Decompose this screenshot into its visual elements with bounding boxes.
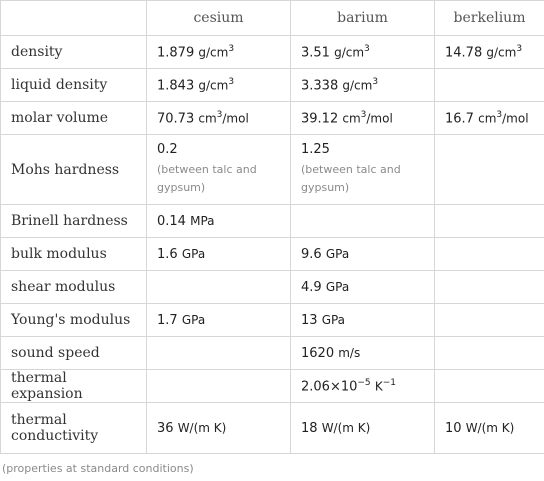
value-unit-suffix: /mol xyxy=(502,111,529,126)
cell-bulk-modulus-cesium xyxy=(147,238,291,271)
value-unit: MPa xyxy=(190,213,215,228)
value-exponent: −5 xyxy=(357,377,371,388)
value-number: 4.9 xyxy=(301,279,322,295)
cell-young-s-modulus-cesium xyxy=(147,304,291,337)
value-number: 16.7 xyxy=(445,111,474,127)
cell-thermal-expansion-barium xyxy=(291,370,435,403)
value-number: 0.2 xyxy=(157,142,178,157)
value-unit-exponent: 3 xyxy=(360,109,367,120)
value-unit: m/s xyxy=(338,345,361,360)
value-number: 1.843 xyxy=(157,78,195,94)
value-number: 3.51 xyxy=(301,45,330,61)
value-unit: g/cm xyxy=(198,78,229,93)
cell-shear-modulus-barium xyxy=(291,271,435,304)
cell-molar-volume-berkelium xyxy=(435,102,544,135)
cell-thermal-conductivity-barium xyxy=(291,403,435,454)
cell-young-s-modulus-berkelium xyxy=(435,304,544,337)
row-header-sound-speed: sound speed xyxy=(1,337,147,370)
cell-molar-volume-cesium xyxy=(147,102,291,135)
cell-mohs-hardness-barium xyxy=(291,135,435,205)
value-unit-exponent: 3 xyxy=(228,76,235,87)
table-row-shear-modulus xyxy=(1,271,544,304)
cell-density-berkelium xyxy=(435,36,544,69)
value-unit-exponent: −1 xyxy=(382,377,396,388)
value-unit: g/cm xyxy=(486,45,517,60)
cell-molar-volume-barium xyxy=(291,102,435,135)
value-unit: GPa xyxy=(325,279,350,294)
cell-brinell-hardness-berkelium xyxy=(435,205,544,238)
row-header-molar-volume: molar volume xyxy=(1,102,147,135)
cell-sound-speed-cesium xyxy=(147,337,291,370)
cell-young-s-modulus-barium xyxy=(291,304,435,337)
value-number: 2.06×10 xyxy=(301,379,358,395)
table-row-thermal-expansion xyxy=(1,370,544,403)
row-header-shear-modulus: shear modulus xyxy=(1,271,147,304)
value-unit-exponent: 3 xyxy=(516,43,523,54)
cell-density-barium xyxy=(291,36,435,69)
table-row-bulk-modulus xyxy=(1,238,544,271)
column-header-barium: barium xyxy=(291,1,435,36)
value-unit-exponent: 3 xyxy=(372,76,379,87)
value-unit: GPa xyxy=(321,312,346,327)
column-header-cesium: cesium xyxy=(147,1,291,36)
table-row-thermal-conductivity xyxy=(1,403,544,454)
value-unit: cm xyxy=(478,111,497,126)
value-number: 14.78 xyxy=(445,45,483,61)
value-note: (between talc and gypsum) xyxy=(157,163,257,194)
value-unit: GPa xyxy=(181,246,206,261)
header-row xyxy=(1,1,544,36)
value-unit-suffix: /mol xyxy=(366,111,393,126)
value-number: 1.6 xyxy=(157,246,178,262)
row-header-mohs-hardness: Mohs hardness xyxy=(1,135,147,205)
value-unit: W/(m K) xyxy=(321,420,371,435)
value-number: 18 xyxy=(301,420,318,436)
cell-thermal-conductivity-cesium xyxy=(147,403,291,454)
row-header-bulk-modulus: bulk modulus xyxy=(1,238,147,271)
value-number: 1.25 xyxy=(301,142,330,157)
value-unit: g/cm xyxy=(342,78,373,93)
table-row-liquid-density xyxy=(1,69,544,102)
value-number: 1.7 xyxy=(157,312,178,328)
value-unit: cm xyxy=(342,111,361,126)
cell-bulk-modulus-berkelium xyxy=(435,238,544,271)
cell-sound-speed-berkelium xyxy=(435,337,544,370)
value-unit: W/(m K) xyxy=(465,420,515,435)
cell-liquid-density-barium xyxy=(291,69,435,102)
cell-sound-speed-barium xyxy=(291,337,435,370)
value-number: 3.338 xyxy=(301,78,339,94)
value-number: 9.6 xyxy=(301,246,322,262)
value-unit-exponent: 3 xyxy=(216,109,223,120)
value-number: 13 xyxy=(301,312,318,328)
cell-brinell-hardness-cesium xyxy=(147,205,291,238)
row-header-liquid-density: liquid density xyxy=(1,69,147,102)
value-note: (between talc and gypsum) xyxy=(301,163,401,194)
value-number: 0.14 xyxy=(157,213,186,229)
value-unit: cm xyxy=(198,111,217,126)
cell-shear-modulus-berkelium xyxy=(435,271,544,304)
value-number: 36 xyxy=(157,420,174,436)
value-number: 70.73 xyxy=(157,111,195,127)
cell-density-cesium xyxy=(147,36,291,69)
row-header-thermal-expansion: thermal expansion xyxy=(1,370,147,403)
table-row-molar-volume xyxy=(1,102,544,135)
table-row-density xyxy=(1,36,544,69)
row-header-thermal-conductivity: thermal conductivity xyxy=(1,403,147,454)
value-unit: W/(m K) xyxy=(177,420,227,435)
value-unit: g/cm xyxy=(198,45,229,60)
value-unit: g/cm xyxy=(334,45,365,60)
value-number: 1.879 xyxy=(157,45,195,61)
table-row-brinell-hardness xyxy=(1,205,544,238)
table-row-mohs-hardness xyxy=(1,135,544,205)
cell-liquid-density-berkelium xyxy=(435,69,544,102)
value-unit-exponent: 3 xyxy=(496,109,503,120)
cell-mohs-hardness-berkelium xyxy=(435,135,544,205)
table-row-sound-speed xyxy=(1,337,544,370)
row-header-density: density xyxy=(1,36,147,69)
table-row-young-s-modulus xyxy=(1,304,544,337)
row-header-young-s-modulus: Young's modulus xyxy=(1,304,147,337)
value-unit-suffix: /mol xyxy=(222,111,249,126)
cell-liquid-density-cesium xyxy=(147,69,291,102)
corner-cell xyxy=(1,1,147,36)
cell-thermal-expansion-cesium xyxy=(147,370,291,403)
value-number: 39.12 xyxy=(301,111,339,127)
value-number: 10 xyxy=(445,420,462,436)
cell-mohs-hardness-cesium xyxy=(147,135,291,205)
cell-brinell-hardness-barium xyxy=(291,205,435,238)
value-unit: GPa xyxy=(181,312,206,327)
value-unit: K xyxy=(374,379,383,394)
cell-thermal-expansion-berkelium xyxy=(435,370,544,403)
value-unit-exponent: 3 xyxy=(228,43,235,54)
cell-thermal-conductivity-berkelium xyxy=(435,403,544,454)
value-number: 1620 xyxy=(301,345,335,361)
footnote: (properties at standard conditions) xyxy=(2,462,194,475)
value-unit: GPa xyxy=(325,246,350,261)
cell-bulk-modulus-barium xyxy=(291,238,435,271)
column-header-berkelium: berkelium xyxy=(435,1,544,36)
value-unit-exponent: 3 xyxy=(364,43,370,54)
cell-shear-modulus-cesium xyxy=(147,271,291,304)
row-header-brinell-hardness: Brinell hardness xyxy=(1,205,147,238)
